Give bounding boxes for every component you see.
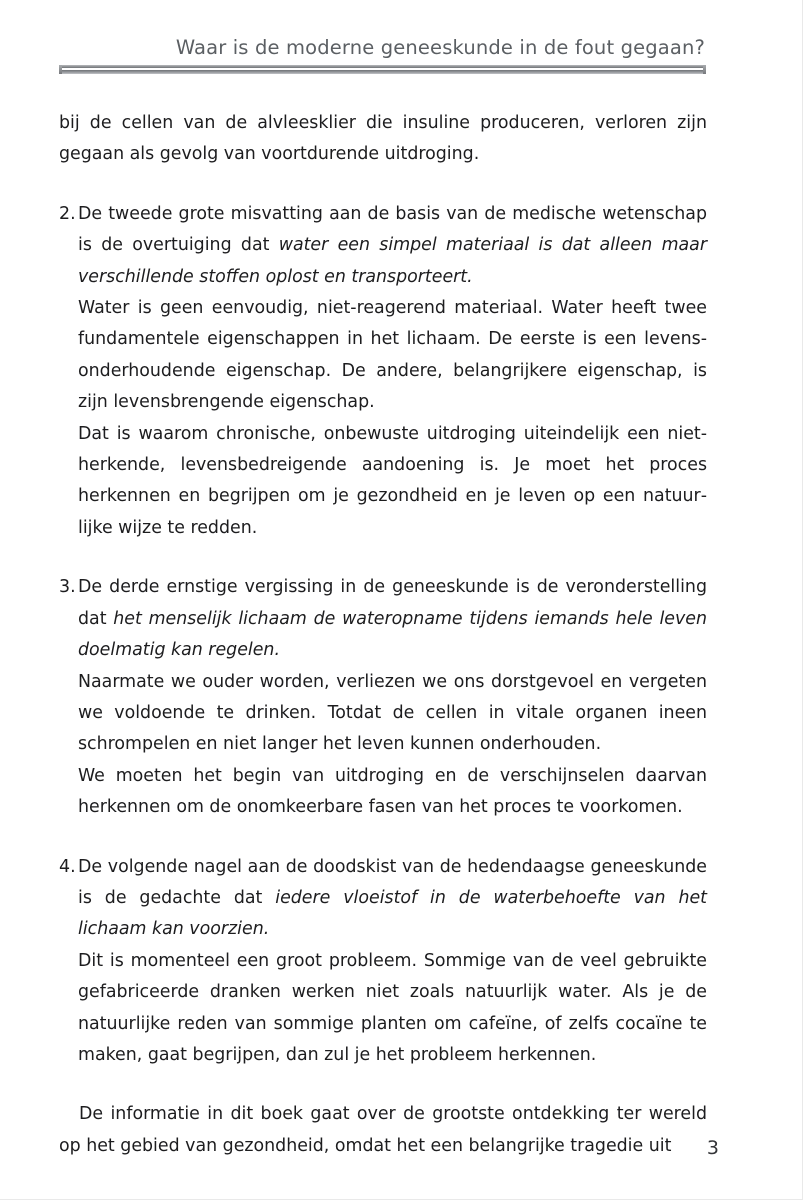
running-header — [59, 36, 706, 76]
page-body — [59, 108, 707, 1162]
rule-right-cap — [703, 65, 706, 74]
page-number: 3 — [706, 1137, 719, 1159]
header-divider-rule — [59, 65, 706, 76]
numbered-item-4 — [59, 852, 707, 1072]
closing-paragraph: De informatie in dit boek gaat over de grootste ontdekking ter wereld op het gebied van gezondheid, omdat het een belangrijke tragedie uit — [59, 1104, 707, 1156]
numbered-item-2 — [59, 199, 707, 544]
item-lead-italic: iedere vloeistof in de waterbehoefte van het lichaam kan voorzien. — [78, 887, 707, 940]
item-lead-plain: De derde ernstige vergissing in de geneeskunde is de veronderstelling dat — [78, 577, 707, 629]
item-lead-paragraph — [78, 852, 707, 946]
item-lead-plain: De volgende nagel aan de doodskist van de hedendaagse geneeskunde is de gedachte dat — [78, 856, 707, 908]
item-body-paragraph: Dat is waarom chronische, onbewuste uitdroging uiteindelijk een niet-herkende, levensbedreigende aandoening is. Je moet het proces herkennen en begrijpen om je gezondheid en je leven op een natuurlijke wijze te redden. — [78, 423, 707, 538]
numbered-item-3 — [59, 572, 707, 823]
item-lead-paragraph — [78, 572, 707, 666]
item-body-paragraph: Naarmate we ouder worden, verliezen we ons dorstgevoel en vergeten we voldoende te drinken. Totdat de cellen in vitale organen ineen schrompelen en niet langer het leven kunnen onderhouden. — [78, 671, 707, 755]
item-body-paragraph: Dit is momenteel een groot probleem. Sommige van de veel gebruikte gefabriceerde dranken werken niet zoals natuurlijk water. Als je de natuurlijke reden van sommige planten om cafeïne, of zelfs cocaïne te maken, gaat begrijpen, dan zul je het probleem herkennen. — [78, 950, 707, 1065]
item-body-paragraph: We moeten het begin van uitdroging en de verschijnselen daarvan herkennen om de onomkeerbare fasen van het proces te voorkomen. — [78, 765, 707, 818]
page-title: Waar is de moderne geneeskunde in de fout gegaan? — [175, 36, 705, 59]
item-marker: 4. — [59, 856, 76, 877]
paragraph-spacer — [59, 1071, 707, 1099]
rule-bottom-line — [59, 70, 706, 74]
item-marker: 2. — [59, 203, 76, 224]
paragraph-spacer — [59, 544, 707, 572]
paragraph-spacer — [59, 824, 707, 852]
item-lead-italic: het menselijk lichaam de wateropname tijdens iemands hele leven doelmatig kan regelen. — [78, 608, 707, 661]
item-body-paragraph: Water is geen eenvoudig, niet-reagerend materiaal. Water heeft twee fundamentele eigenschappen in het lichaam. De eerste is een levensonderhoudende eigenschap. De andere, belangrijkere eigenschap, is zijn levensbrengende eigenschap. — [78, 298, 707, 413]
item-lead-italic: water een simpel materiaal is dat alleen maar verschillende stoffen oplost en transporteert. — [78, 235, 707, 287]
intro-paragraph: bij de cellen van de alvleesklier die insuline produceren, verloren zijn gegaan als gevolg van voortdurende uitdroging. — [59, 113, 707, 165]
item-marker: 3. — [59, 577, 76, 598]
paragraph-spacer — [59, 171, 707, 199]
item-lead-paragraph — [78, 199, 707, 293]
rule-left-cap — [59, 65, 62, 74]
item-lead-plain: De tweede grote misvatting aan de basis van de medische wetenschap is de overtuiging dat — [78, 203, 707, 256]
